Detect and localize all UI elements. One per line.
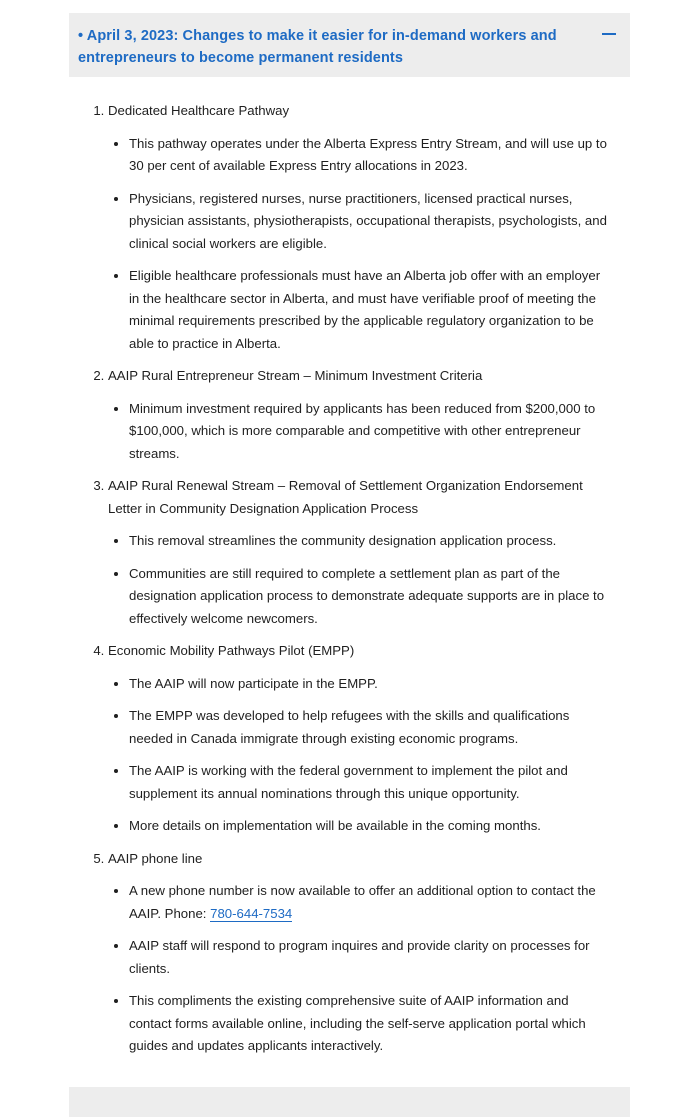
bullet-item: • The AAIP is working with the federal government to implement the pilot and supplement its annual nominations through this unique opportunity.	[129, 760, 608, 805]
list-item	[108, 640, 608, 838]
bullet-item: • This compliments the existing comprehensive suite of AAIP information and contact forms available online, including the self-serve application portal which guides and updates applicants interactively.	[129, 990, 608, 1058]
list-item	[108, 475, 608, 630]
bullet-item: • This removal streamlines the community designation application process.	[129, 530, 608, 553]
bullet-item: • Communities are still required to complete a settlement plan as part of the designation application process to demonstrate adequate supports are in place to effectively welcome newcomers.	[129, 563, 608, 631]
sub-list	[108, 673, 608, 838]
sub-list	[108, 530, 608, 630]
accordion-header[interactable]	[69, 13, 630, 77]
sub-list	[108, 133, 608, 356]
accordion-content	[0, 100, 673, 1068]
bullet-item: • Eligible healthcare professionals must have an Alberta job offer with an employer in the healthcare sector in Alberta, and must have verifiable proof of meeting the minimal requirements prescribed by the applicable regulatory organization to be able to practice in Alberta.	[129, 265, 608, 355]
item-heading: AAIP phone line	[108, 850, 203, 866]
accordion-title: • April 3, 2023: Changes to make it easier for in-demand workers and entrepreneurs to become permanent residents	[78, 28, 557, 66]
sub-list	[108, 880, 608, 1058]
bullet-item: • Physicians, registered nurses, nurse practitioners, licensed practical nurses, physician assistants, physiotherapists, occupational therapists, psychologists, and clinical social workers are eligible.	[129, 188, 608, 256]
list-item	[108, 100, 608, 355]
bullet-item: • This pathway operates under the Alberta Express Entry Stream, and will use up to 30 per cent of available Express Entry allocations in 2023.	[129, 133, 608, 178]
list-item	[108, 848, 608, 1058]
collapse-minus-icon[interactable]	[602, 33, 616, 35]
list-item	[108, 365, 608, 465]
phone-link[interactable]: 780-644-7534	[210, 905, 293, 921]
item-heading: Economic Mobility Pathways Pilot (EMPP)	[108, 643, 355, 658]
changes-list	[0, 100, 608, 1058]
bullet-item: • Minimum investment required by applicants has been reduced from $200,000 to $100,000, which is more comparable and competitive with other entrepreneur streams.	[129, 398, 608, 466]
bullet-item: • The AAIP will now participate in the EMPP.	[129, 673, 608, 696]
bullet-item: • The EMPP was developed to help refugees with the skills and qualifications needed in Canada immigrate through existing economic programs.	[129, 705, 608, 750]
bullet-item: • More details on implementation will be available in the coming months.	[129, 815, 608, 838]
sub-list	[108, 398, 608, 466]
bullet-text: A new phone number is now available to offer an additional option to contact the AAIP. Phone:	[129, 883, 596, 921]
item-heading: Dedicated Healthcare Pathway	[108, 103, 290, 118]
item-heading: AAIP Rural Renewal Stream – Removal of Settlement Organization Endorsement Letter in Community Designation Application Process	[108, 478, 583, 516]
bullet-item: • AAIP staff will respond to program inquires and provide clarity on processes for clients.	[129, 935, 608, 980]
next-accordion-header[interactable]	[69, 1087, 630, 1117]
bullet-item	[129, 880, 608, 925]
item-heading: AAIP Rural Entrepreneur Stream – Minimum Investment Criteria	[108, 368, 483, 383]
